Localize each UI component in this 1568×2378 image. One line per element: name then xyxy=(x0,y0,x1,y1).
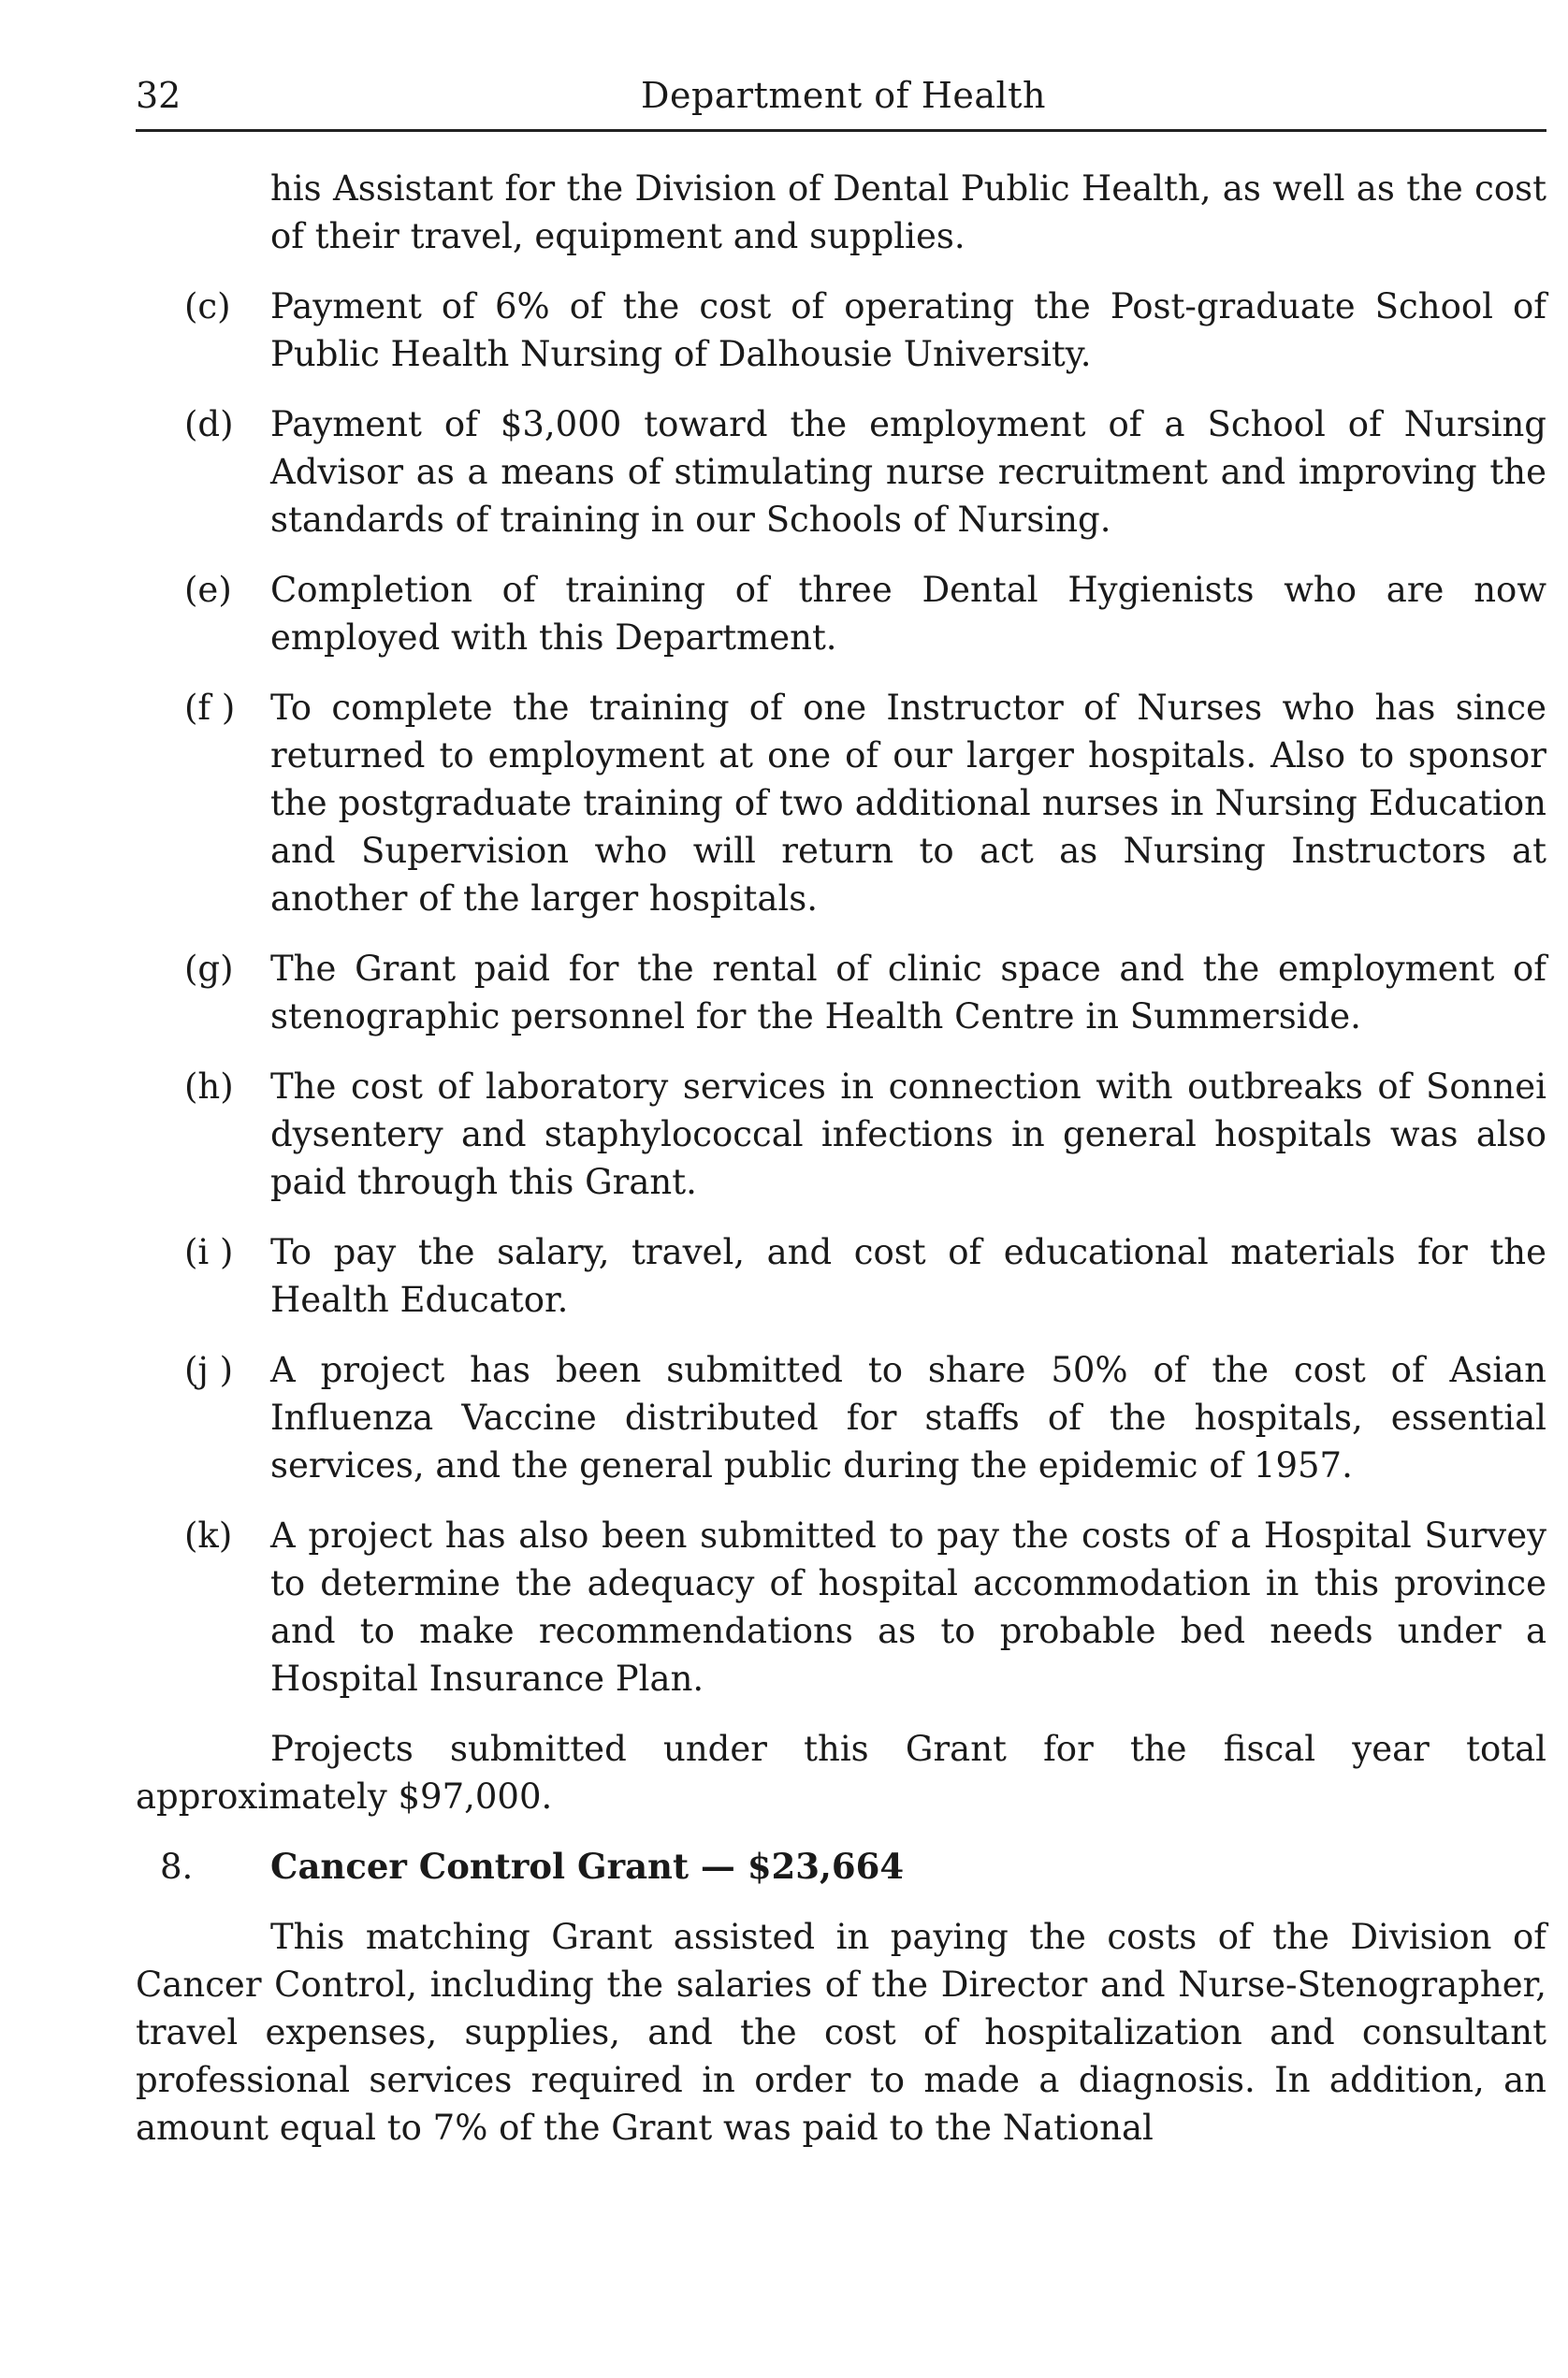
list-item-label: (c) xyxy=(184,286,231,326)
list-item-h xyxy=(136,1063,1546,1206)
running-title: Department of Health xyxy=(641,75,1046,116)
page-number: 32 xyxy=(136,75,181,116)
section-number: 8. xyxy=(160,1847,194,1887)
list-item-label: (h) xyxy=(184,1066,234,1107)
cancer-control-paragraph: This matching Grant assisted in paying the costs of the Division of Cancer Control, including the salaries of the Director and Nurse-Stenographer, travel expenses, supplies, and the cost of hospitalization and consultant professional services required in order to made a diagnosis. In addition, an amount equal to 7% of the Grant was paid to the National xyxy=(136,1917,1546,2148)
list-item-text: Completion of training of three Dental Hygienists who are now employed with this Department. xyxy=(270,570,1546,658)
list-item-text: The Grant paid for the rental of clinic space and the employment of stenographic personnel for the Health Centre in Summerside. xyxy=(270,949,1546,1037)
list-item-text: The cost of laboratory services in connection with outbreaks of Sonnei dysentery and staphylococcal infections in general hospitals was also paid through this Grant. xyxy=(270,1066,1546,1202)
list-item-label: (k) xyxy=(184,1515,233,1556)
page-header xyxy=(136,67,1539,123)
list-item-f xyxy=(136,684,1546,922)
list-item-j xyxy=(136,1346,1546,1489)
list-item-k xyxy=(136,1512,1546,1703)
list-item-c xyxy=(136,283,1546,378)
list-item-text: Payment of 6% of the cost of operating the Post-graduate School of Public Health Nursing of Dalhousie University. xyxy=(270,286,1546,374)
list-item-label: (d) xyxy=(184,404,234,444)
list-item-label: (f ) xyxy=(184,688,236,728)
list-item-text: A project has been submitted to share 50% of the cost of Asian Influenza Vaccine distributed for staffs of the hospitals, essential services, and the general public during the epidemic of 1957. xyxy=(270,1350,1546,1486)
list-item-label: (g) xyxy=(184,949,234,989)
list-item-label: (e) xyxy=(184,570,232,610)
list-item-label: (i ) xyxy=(184,1232,234,1272)
list-item-text: To pay the salary, travel, and cost of educational materials for the Health Educator. xyxy=(270,1232,1546,1320)
projects-paragraph: Projects submitted under this Grant for the fiscal year total approximately $97,000. xyxy=(136,1729,1546,1817)
list-item-text: A project has also been submitted to pay the costs of a Hospital Survey to determine the adequacy of hospital accommodation in this province and to make recommendations as to probable bed needs under a Hospital Insurance Plan. xyxy=(270,1515,1546,1699)
list-item-i xyxy=(136,1228,1546,1324)
list-item-label: (j ) xyxy=(184,1350,234,1390)
page-body xyxy=(136,165,1546,2174)
section-title: Cancer Control Grant — $23,664 xyxy=(270,1846,905,1887)
list-item-text: To complete the training of one Instructor of Nurses who has since returned to employment at one of our larger hospitals. Also to sponsor the postgraduate training of two additional nurses in Nursing Education and Supervision who will return to act as Nursing Instructors at another of the larger hospitals. xyxy=(270,688,1546,919)
list-item-text: Payment of $3,000 toward the employment of a School of Nursing Advisor as a means of stimulating nurse recruitment and improving the standards of training in our Schools of Nursing. xyxy=(270,404,1546,540)
list-item-d xyxy=(136,400,1546,544)
section-heading xyxy=(136,1843,1546,1891)
list-item-e xyxy=(136,566,1546,661)
header-rule xyxy=(136,129,1546,132)
list-item-g xyxy=(136,945,1546,1040)
continued-item-text: his Assistant for the Division of Dental Public Health, as well as the cost of their travel, equipment and supplies. xyxy=(270,168,1546,256)
